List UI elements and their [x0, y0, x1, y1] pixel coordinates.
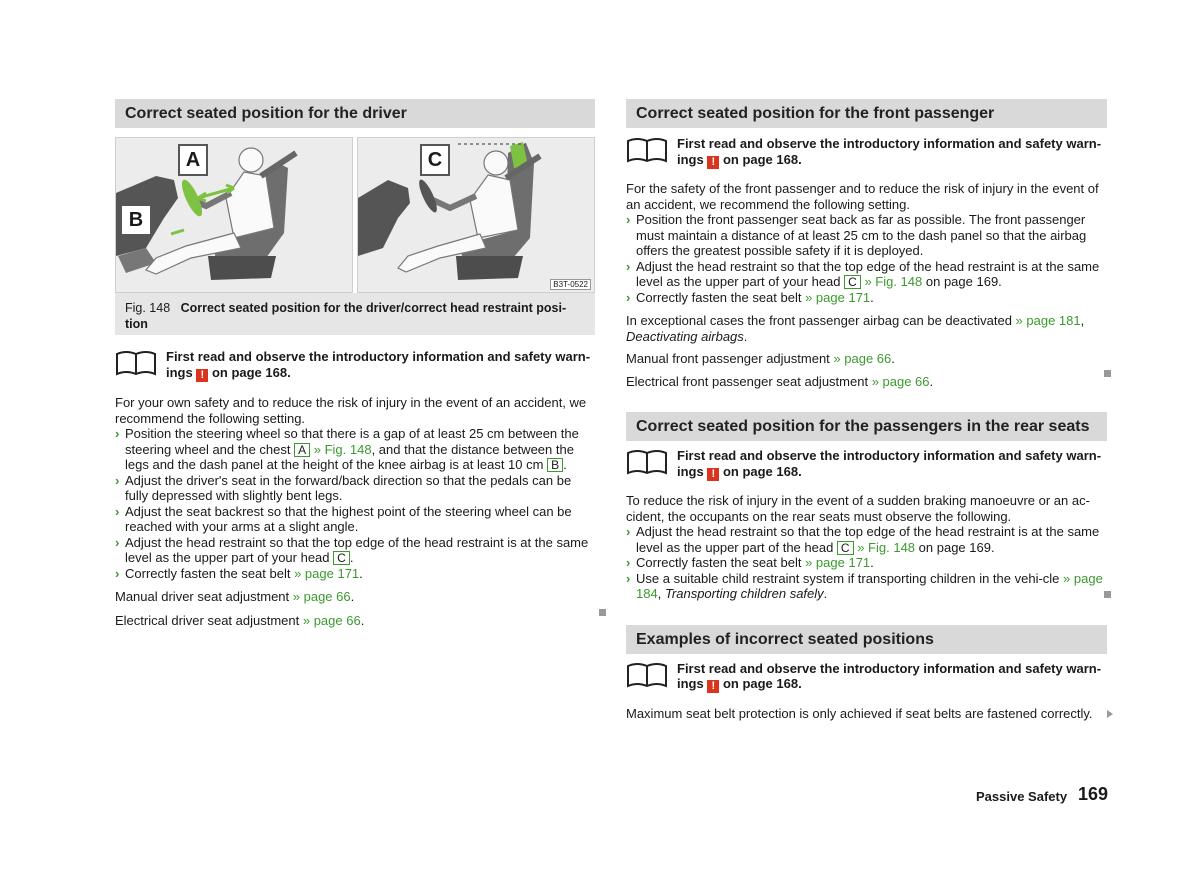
figure-panel-head-restraint — [357, 137, 595, 293]
list-item-text: , and that the distance between the legs and the dash panel at the height of the knee airbag is at least 10 cm — [125, 441, 574, 472]
read-first-page: on page 168. — [208, 364, 291, 380]
list-item — [626, 524, 1107, 555]
page-66-link[interactable]: » page 66 — [833, 351, 892, 366]
list-item-text: Adjust the driver's seat in the forward/back direction so that the pedals can be fully depressed with slightly bent legs. — [125, 472, 572, 503]
section-title-incorrect-positions: Examples of incorrect seated positions — [626, 625, 1107, 654]
deactivation-topic: Deactivating airbags — [626, 328, 744, 344]
list-item-end: . — [823, 586, 828, 601]
list-item-end: . — [870, 555, 874, 570]
page-66-link[interactable]: » page 66 — [292, 589, 351, 604]
list-item-end: . — [563, 457, 567, 472]
continue-arrow-icon — [1107, 710, 1113, 718]
intro-paragraph: For your own safety and to reduce the risk of injury in the event of an accident, we recommend the following setting. — [115, 395, 587, 426]
list-item-text: Adjust the head restraint so that the top edge of the head restraint is at the same level as the upper part of your head — [636, 258, 1100, 289]
open-book-icon — [626, 137, 668, 165]
list-item — [115, 473, 595, 504]
chevron-icon: › — [115, 426, 120, 441]
fig-148-link[interactable]: » Fig. 148 — [313, 441, 372, 457]
electrical-adjustment-line — [626, 374, 1107, 390]
list-item — [626, 212, 1107, 259]
open-book-icon — [115, 350, 157, 378]
figure-148 — [115, 137, 595, 293]
read-first-text: First read and observe the introductory information and safety warn-ings — [166, 349, 591, 380]
electrical-adjustment-line — [115, 613, 595, 629]
list-item-text: Use a suitable child restraint system if transporting children in the vehi-cle — [636, 570, 1064, 586]
figure-label-c: C — [420, 144, 450, 176]
section-title-driver: Correct seated position for the driver — [115, 99, 595, 128]
chevron-icon: › — [115, 534, 120, 550]
list-item-text: Correctly fasten the seat belt — [636, 555, 806, 570]
read-first-page: on page 168. — [719, 676, 802, 691]
chevron-icon: › — [626, 555, 631, 570]
label-box-c: C — [333, 551, 350, 565]
list-item-end: . — [359, 565, 363, 581]
section-end-marker — [599, 609, 606, 616]
read-first-notice — [626, 136, 1107, 170]
deactivation-text: In exceptional cases the front passenger airbag can be deactivated — [626, 313, 1016, 328]
list-item-topic: Transporting children safely — [664, 586, 824, 601]
deactivation-end: . — [743, 328, 748, 344]
page-number: 169 — [1078, 784, 1109, 804]
manual-adjustment-line — [115, 589, 595, 605]
read-first-text: First read and observe the introductory information and safety warn-ings — [677, 136, 1102, 167]
list-item — [626, 571, 1107, 602]
manual-text: Manual front passenger adjustment — [626, 351, 834, 366]
figure-label-a: A — [178, 144, 208, 176]
page-171-link[interactable]: » page 171 — [805, 289, 871, 305]
fig-148-link[interactable]: » Fig. 148 — [864, 274, 923, 289]
list-item-text: Correctly fasten the seat belt — [636, 289, 806, 305]
right-column — [626, 99, 1107, 721]
left-column — [115, 99, 595, 628]
list-item — [115, 535, 595, 566]
figure-code: B3T-0522 — [550, 279, 591, 290]
read-first-text: First read and observe the introductory information and safety warn-ings — [677, 660, 1102, 691]
list-item-sep: , — [657, 586, 665, 601]
list-item-end: . — [349, 550, 354, 565]
chevron-icon: › — [115, 503, 120, 519]
page-171-link[interactable]: » page 171 — [294, 565, 360, 581]
warning-icon: ! — [707, 468, 719, 481]
electrical-text: Electrical front passenger seat adjustment — [626, 373, 872, 389]
page-171-link[interactable]: » page 171 — [805, 555, 871, 570]
figure-caption — [115, 293, 595, 335]
list-item-text: Adjust the head restraint so that the top edge of the head restraint is at the same level as the upper part of the head — [636, 524, 1100, 555]
list-item — [115, 566, 595, 582]
section-title-rear-seats: Correct seated position for the passengers in the rear seats — [626, 412, 1107, 441]
list-item — [626, 555, 1107, 571]
list-item-text: Position the steering wheel so that there is a gap of at least 25 cm between the steering wheel and the chest — [125, 426, 579, 457]
page-184-link[interactable]: » page 184 — [636, 570, 1103, 601]
chevron-icon: › — [115, 565, 120, 581]
open-book-icon — [626, 449, 668, 477]
warning-icon: ! — [707, 680, 719, 693]
open-book-icon — [626, 662, 668, 690]
chevron-icon: › — [115, 472, 120, 488]
list-item-text: Adjust the seat backrest so that the highest point of the steering wheel can be reached with your arms at a slight angle. — [125, 503, 572, 534]
read-first-page: on page 168. — [719, 463, 802, 479]
section-end-marker — [1104, 591, 1111, 598]
seat-belt-protection-text — [626, 706, 1107, 722]
electrical-end: . — [360, 612, 365, 628]
warning-icon: ! — [707, 156, 719, 169]
fig-148-link[interactable]: » Fig. 148 — [857, 539, 916, 555]
label-box-c: C — [837, 541, 854, 555]
manual-text: Manual driver seat adjustment — [115, 589, 293, 604]
manual-end: . — [891, 351, 895, 366]
chevron-icon: › — [626, 524, 631, 539]
list-item — [626, 259, 1107, 290]
deactivation-paragraph — [626, 313, 1107, 344]
figure-label-b: B — [120, 204, 152, 236]
chevron-icon: › — [626, 258, 631, 274]
section-title-front-passenger: Correct seated position for the front passenger — [626, 99, 1107, 128]
manual-end: . — [350, 589, 355, 604]
list-item — [115, 504, 595, 535]
intro-paragraph: To reduce the risk of injury in the event of a sudden braking manoeuvre or an ac-cident, the occupants on the rear seats must observe the following. — [626, 493, 1090, 524]
page-181-link[interactable]: » page 181 — [1015, 313, 1081, 328]
list-item-text: Correctly fasten the seat belt — [125, 565, 295, 581]
label-box-a: A — [294, 443, 310, 457]
read-first-notice — [626, 661, 1107, 695]
figure-caption-text: Correct seated position for the driver/correct head restraint posi-tion — [125, 301, 567, 331]
electrical-text: Electrical driver seat adjustment — [115, 612, 303, 628]
intro-paragraph: For the safety of the front passenger and to reduce the risk of injury in the event of an accident, we recommend the following setting. — [626, 181, 1099, 212]
footer-section-name: Passive Safety — [976, 789, 1068, 804]
list-item-end: on page 169. — [915, 539, 995, 555]
read-first-notice — [115, 349, 595, 383]
list-item — [626, 290, 1107, 306]
read-first-text: First read and observe the introductory information and safety warn-ings — [677, 448, 1102, 479]
seat-belt-protection-sentence: Maximum seat belt protection is only achieved if seat belts are fastened correctly. — [626, 705, 1093, 721]
head-restraint-illustration — [358, 138, 594, 292]
electrical-end: . — [929, 373, 934, 389]
list-item-end: . — [870, 289, 874, 305]
page-66-link[interactable]: » page 66 — [302, 612, 361, 628]
label-box-b: B — [547, 458, 563, 472]
figure-panel-driver — [115, 137, 353, 293]
chevron-icon: › — [626, 289, 631, 305]
chevron-icon: › — [626, 570, 631, 586]
manual-adjustment-line — [626, 351, 1107, 367]
figure-caption-number: Fig. 148 — [125, 301, 171, 315]
read-first-notice — [626, 448, 1107, 482]
list-item-end: on page 169. — [922, 274, 1002, 289]
list-item-text: Adjust the head restraint so that the top edge of the head restraint is at the same level as the upper part of your head — [125, 534, 589, 565]
chevron-icon: › — [626, 212, 631, 227]
list-item-text: Position the front passenger seat back as far as possible. The front passenger must maintain a distance of at least 25 cm to the dash panel so that the airbag offers the greatest possible safety if it is deployed. — [636, 212, 1087, 258]
read-first-page: on page 168. — [719, 151, 802, 167]
deactivation-sep: , — [1080, 313, 1085, 328]
warning-icon: ! — [196, 369, 208, 382]
label-box-c: C — [844, 275, 861, 289]
page-66-link[interactable]: » page 66 — [871, 373, 930, 389]
section-end-marker — [1104, 370, 1111, 377]
list-item — [115, 426, 595, 473]
